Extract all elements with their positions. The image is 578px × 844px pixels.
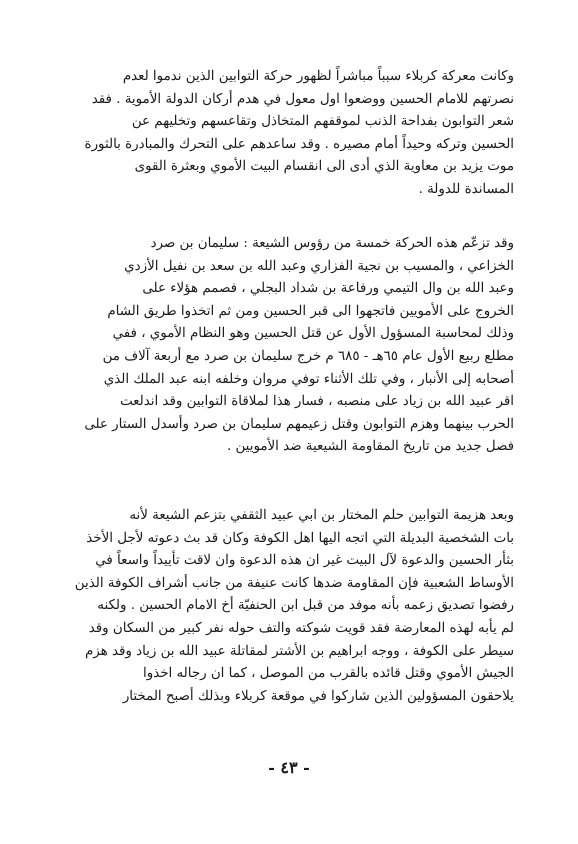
text-line: بثأر الحسين والدعوة لآل البيت غير ان هذه الدعوة وان لاقت تأييداً واسعاً في xyxy=(95,553,514,569)
paragraph-3 xyxy=(66,505,514,708)
text-line: الأوساط الشعبية فإن المقاومة ضدها كانت عنيفة من جانب أشراف الكوفة الذين xyxy=(74,575,514,591)
text-line: بات الشخصية البديلة التي اتجه اليها اهل الكوفة وكان قد بث دعوته لأجل الأخذ xyxy=(86,530,514,546)
page-number: - ٤٣ - xyxy=(268,758,310,777)
text-line: اقر عبيد الله بن زياد على منصبه ، فسار هذا لملاقاة التوابين وقد اندلعت xyxy=(120,394,514,410)
text-line: شعر التوابون بفداحة الذنب لموقفهم المتخاذل وتقاعسهم وتخليهم عن xyxy=(131,114,514,130)
text-line: مطلع ربيع الأول عام ٦٥هـ - ٦٨٥ م خرج سليمان بن صرد مع أربعة آلاف من xyxy=(102,348,514,364)
text-line: نصرتهم للامام الحسين ووضعوا اول معول في هدم أركان الدولة الأموية . فقد xyxy=(91,91,514,107)
text-line: يلاحقون المسؤولين الذين شاركوا في موقعة كربلاء وبذلك أصبح المختار xyxy=(122,688,514,704)
paragraph-2 xyxy=(66,233,514,459)
text-line: أصحابه إلى الأنبار ، وفي تلك الأثناء توفي مروان وخلفه ابنه عبد الملك الذي xyxy=(103,371,514,387)
text-line: المساندة للدولة . xyxy=(418,181,514,197)
text-line: الحرب بينهما وهزم التوابون وقتل زعيمهم سليمان بن صرد وأسدل الستار على xyxy=(84,416,514,432)
text-line: لم يأبه لهذه المعارضة فقد قويت شوكته والتف حوله نفر كبير من السكان وقد xyxy=(88,620,514,636)
text-line: فصل جديد من تاريخ المقاومة الشيعية ضد الأمويين . xyxy=(226,439,514,455)
text-line: موت يزيد بن معاوية الذي أدى الى انقسام البيت الأموي وبعثرة القوى xyxy=(134,159,514,175)
text-line: وقد تزعّم هذه الحركة خمسة من رؤوس الشيعة : سليمان بن صرد xyxy=(150,236,514,251)
text-line: وبعد هزيمة التوابين حلم المختار بن ابي عبيد الثقفي بتزعم الشيعة لأنه xyxy=(129,508,514,523)
text-line: رفضوا تصديق زعمه بأنه موفد من قبل ابن الحنفيّة أخ الامام الحسين . ولكنه xyxy=(97,598,514,614)
paragraph-1 xyxy=(66,66,514,202)
text-line: سيطر على الكوفة ، ووجه ابراهيم بن الأشتر لمقاتلة عبيد الله بن زياد وقد هزم xyxy=(84,643,514,659)
text-line: الحسين وتركه وحيداً أمام مصيره . وقد ساعدهم على التحرك والمبادرة بالثورة xyxy=(84,136,514,152)
text-line: الجيش الأموي وقتل قائده بالقرب من الموصل ، كما ان رجاله اخذوا xyxy=(143,666,514,682)
text-line: وكانت معركة كربلاء سبباً مباشراً لظهور حركة التوابين الذين ندموا لعدم xyxy=(122,69,514,84)
text-line: الخروج على الأمويين فاتجهوا الى قبر الحسين ومن ثم اتخذوا طريق الشام xyxy=(107,303,514,319)
text-line: الخزاعي ، والمسيب بن نجية الفزاري وعبد الله بن سعد بن نفيل الأزدي xyxy=(124,258,514,274)
text-line: وذلك لمحاسبة المسؤول الأول عن قتل الحسين وهو النظام الأموي ، ففي xyxy=(112,326,514,342)
text-line: وعبد الله بن وال التيمي ورفاعة بن شداد البجلي ، فصمم هؤلاء على xyxy=(142,281,514,297)
